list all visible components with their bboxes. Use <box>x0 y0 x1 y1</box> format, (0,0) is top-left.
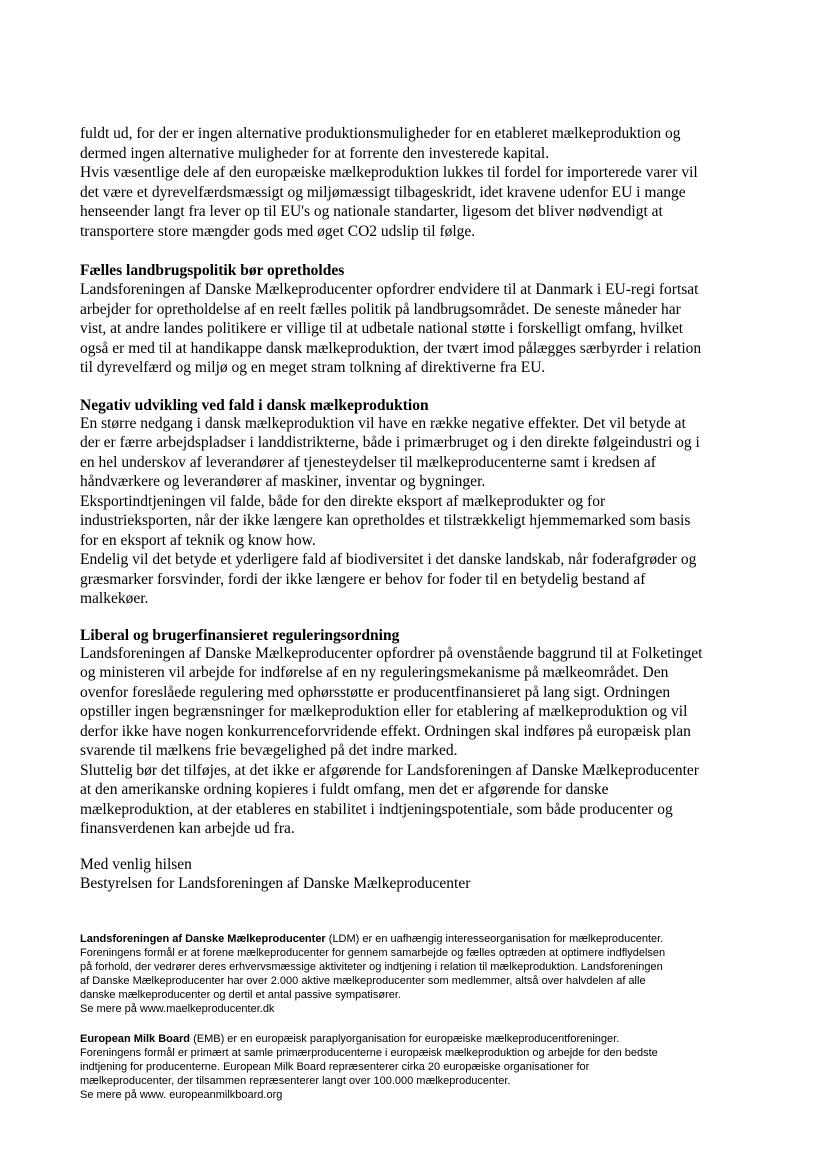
text-line: håndværkere og leverandører af maskiner, inventar og bygninger. <box>80 473 486 490</box>
text-line: vist, at andre landes politikere er villige til at udbetale national støtte i forskelligt omfang, hvilket <box>80 320 684 337</box>
text-line: fuldt ud, for der er ingen alternative produktionsmuligheder for en etableret mælkeproduktion og <box>80 125 681 142</box>
text-line: Hvis væsentlige dele af den europæiske mælkeproduktion lukkes til fordel for importerede varer vil <box>80 164 698 181</box>
text-line: henseender langt fra lever op til EU's og nationale standarter, ligesom det bliver nødvendigt at <box>80 203 663 220</box>
text-line: også er med til at handikappe dansk mælkeproduktion, der tvært imod pålægges særbyrder i relation <box>80 340 702 357</box>
text-line: arbejder for opretholdelse af en reelt fælles politik på landbrugsområdet. De seneste måneder har <box>80 301 681 318</box>
footer-line: mælkeproducenter, der tilsammen repræsenterer langt over 100.000 mælkeproducenter. <box>80 1075 511 1087</box>
footer-link-ldm: Se mere på www.maelkeproducenter.dk <box>80 1003 275 1015</box>
section-heading: Fælles landbrugspolitik bør opretholdes <box>80 262 345 279</box>
footer-line: Foreningens formål er at forene mælkeproducenter for gennem samarbejde og fælles optræden at optimere indflydelsen <box>80 947 666 959</box>
text-line: for en eksport af teknik og know how. <box>80 532 316 549</box>
signature: Bestyrelsen for Landsforeningen af Danske Mælkeproducenter <box>80 875 471 892</box>
text-line: Eksportindtjeningen vil falde, både for den direkte eksport af mælkeprodukter og for <box>80 493 606 510</box>
text-line: mælkeproduktion, at der etableres en stabilitet i indtjeningspotentiale, som både producenter og <box>80 801 673 818</box>
text-line: Landsforeningen af Danske Mælkeproducenter opfordrer endvidere til at Danmark i EU-regi fortsat <box>80 281 699 298</box>
section-heading: Liberal og brugerfinansieret reguleringsordning <box>80 627 400 644</box>
text-line: finansverdenen kan arbejde ud fra. <box>80 820 295 837</box>
text-line: Sluttelig bør det tilføjes, at det ikke er afgørende for Landsforeningen af Danske Mælkeproducenter <box>80 762 699 779</box>
org-name: Landsforeningen af Danske Mælkeproducenter <box>80 933 326 945</box>
text-line: opstiller ingen begrænsninger for mælkeproduktion eller for etablering af mælkeproduktion og vil <box>80 703 688 720</box>
text-line: det være et dyrevelfærdsmæssigt og miljømæssigt tilbageskridt, idet kravene udenfor EU i mange <box>80 184 686 201</box>
text-line: at den amerikanske ordning kopieres i fuldt omfang, men det er afgørende for danske <box>80 781 609 798</box>
text-line: industrieksporten, når der ikke længere kan opretholdes et tilstrækkeligt hjemmemarked som basis <box>80 512 691 529</box>
text-line: og ministeren vil arbejde for indførelse af en ny reguleringsmekanisme på mælkeområdet. Den <box>80 664 669 681</box>
footer-line: danske mælkeproducenter og dertil et antal passive sympatisører. <box>80 989 401 1001</box>
text-line: til dyrevelfærd og miljø og en meget stram tolkning af direktiverne fra EU. <box>80 359 546 376</box>
text-line: malkekøer. <box>80 590 149 607</box>
footer-line: på forhold, der vedrører deres erhvervsmæssige aktiviteter og indtjening i relation til mælkeproduktion. Landsforeningen <box>80 961 663 973</box>
text-line: græsmarker forsvinder, fordi der ikke længere er behov for foder til en betydelig bestand af <box>80 571 646 588</box>
greeting: Med venlig hilsen <box>80 856 192 873</box>
org-description: (EMB) er en europæisk paraplyorganisation for europæiske mælkeproducentforeninger. <box>190 1033 620 1045</box>
org-name: European Milk Board <box>80 1033 191 1045</box>
org-description: (LDM) er en uafhængig interesseorganisation for mælkeproducenter. <box>325 933 664 945</box>
text-line: derfor ikke have nogen konkurrenceforvridende effekt. Ordningen skal indføres på europæisk plan <box>80 723 691 740</box>
text-line: ovenfor foreslåede regulering med ophørsstøtte er producentfinansieret på lang sigt. Ordningen <box>80 684 671 701</box>
text-line: dermed ingen alternative muligheder for at forrente den investerede kapital. <box>80 145 550 162</box>
text-line: transportere store mængder gods med øget CO2 udslip til følge. <box>80 223 476 240</box>
text-line: der er færre arbejdspladser i landdistrikterne, både i primærbruget og i den direkte følgeindustri og i <box>80 434 700 451</box>
text-line: En større nedgang i dansk mælkeproduktion vil have en række negative effekter. Det vil betyde at <box>80 415 686 432</box>
section-heading: Negativ udvikling ved fald i dansk mælkeproduktion <box>80 397 429 414</box>
footer-first-line <box>80 1034 619 1045</box>
text-line: Endelig vil det betyde et yderligere fald af biodiversitet i det danske landskab, når foderafgrøder og <box>80 551 697 568</box>
footer-link-emb: Se mere på www. europeanmilkboard.org <box>80 1089 283 1101</box>
text-line: Landsforeningen af Danske Mælkeproducenter opfordrer på ovenstående baggrund til at Folketinget <box>80 645 703 662</box>
footer-line: af Danske Mælkeproducenter har over 2.000 aktive mælkeproducenter som medlemmer, altså over halvdelen af alle <box>80 975 646 987</box>
footer-line: indtjening for producenterne. European Milk Board repræsenterer cirka 20 europæiske organisationer for <box>80 1061 590 1073</box>
footer-line: Foreningens formål er primært at samle primærproducenterne i europæisk mælkeproduktion og arbejde for den bedste <box>80 1047 658 1059</box>
footer-first-line <box>80 934 663 945</box>
text-line: en hel underskov af leverandører af tjenesteydelser til mælkeproducenterne samt i kredsen af <box>80 454 656 471</box>
text-line: svarende til mælkens frie bevægelighed på det indre marked. <box>80 742 458 759</box>
